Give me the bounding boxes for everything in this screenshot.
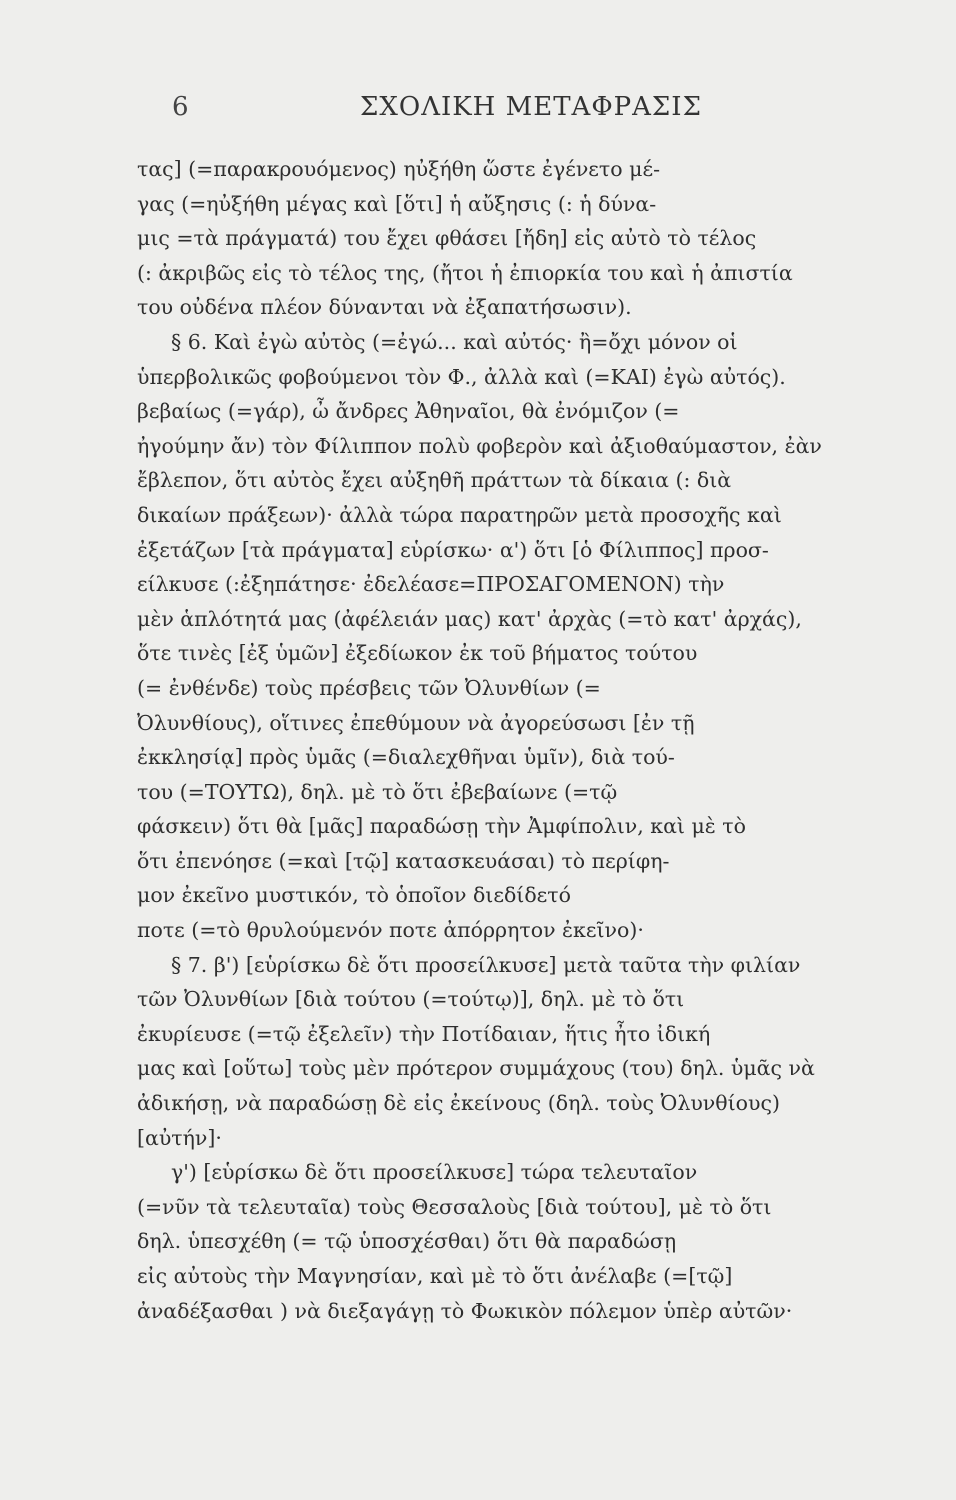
text-line: Ὀλυνθίους), οἵτινες ἐπεθύμουν νὰ ἀγορεύσωσι [ἐν τῇ (137, 710, 695, 735)
text-line: φάσκειν) ὅτι θὰ [μᾶς] παραδώσῃ τὴν Ἀμφίπολιν, καὶ μὲ τὸ (137, 814, 746, 839)
text-line: § 6. Καὶ ἐγὼ αὐτὸς (=ἐγώ... καὶ αὐτός· ἢ=ὄχι μόνον οἱ (171, 329, 738, 354)
running-title: ΣΧΟΛΙΚΗ ΜΕΤΑΦΡΑΣΙΣ (360, 92, 702, 122)
text-line: ἐξετάζων [τὰ πράγματα] εὑρίσκω· α') ὅτι [ὁ Φίλιππος] προσ- (137, 537, 769, 562)
body-text (137, 152, 860, 1328)
text-line: του οὐδένα πλέον δύνανται νὰ ἐξαπατήσωσιν). (137, 295, 632, 320)
text-line: (= ἐνθένδε) τοὺς πρέσβεις τῶν Ὀλυνθίων (= (137, 675, 601, 700)
text-line: ἀναδέξασθαι ) νὰ διεξαγάγῃ τὸ Φωκικὸν πόλεμον ὑπὲρ αὐτῶν· (137, 1298, 793, 1323)
text-line: ἐκκλησίᾳ] πρὸς ὑμᾶς (=διαλεχθῆναι ὑμῖν), διὰ τού- (137, 745, 675, 770)
text-line: μις =τὰ πράγματά) του ἔχει φθάσει [ἤδη] εἰς αὐτὸ τὸ τέλος (137, 226, 757, 251)
text-line: μὲν ἁπλότητά μας (ἀφέλειάν μας) κατ' ἀρχὰς (=τὸ κατ' ἀρχάς), (137, 606, 802, 631)
text-line: (=νῦν τὰ τελευταῖα) τοὺς Θεσσαλοὺς [διὰ τούτου], μὲ τὸ ὅτι (137, 1194, 772, 1219)
text-line: τας] (=παρακρουόμενος) ηὐξήθη ὥστε ἐγένετο μέ- (137, 157, 660, 181)
text-line: (: ἀκριβῶς εἰς τὸ τέλος της, (ἤτοι ἡ ἐπιορκία του καὶ ἡ ἀπιστία (137, 260, 793, 285)
text-line: § 7. β') [εὑρίσκω δὲ ὅτι προσείλκυσε] μετὰ ταῦτα τὴν φιλίαν (171, 952, 801, 977)
text-line: ἠγούμην ἄν) τὸν Φίλιππον πολὺ φοβερὸν καὶ ἀξιοθαύμαστον, ἐὰν (137, 433, 822, 458)
text-line: είλκυσε (:ἐξηπάτησε· ἐδελέασε=ΠΡΟΣΑΓΟΜΕΝΟΝ) τὴν (137, 572, 725, 597)
text-line: δικαίων πράξεων)· ἀλλὰ τώρα παρατηρῶν μετὰ προσοχῆς καὶ (137, 502, 782, 527)
text-line: ἔβλεπον, ὅτι αὐτὸς ἔχει αὐξηθῆ πράττων τὰ δίκαια (: διὰ (137, 468, 732, 493)
page-header (0, 92, 956, 132)
text-line: ἀδικήσῃ, νὰ παραδώσῃ δὲ εἰς ἐκείνους (δηλ. τοὺς Ὀλυνθίους) (137, 1091, 780, 1116)
text-line: μας καὶ [οὕτω] τοὺς μὲν πρότερον συμμάχους (του) δηλ. ὑμᾶς νὰ (137, 1056, 815, 1081)
text-line: ὑπερβολικῶς φοβούμενοι τὸν Φ., ἀλλὰ καὶ (=ΚΑΙ) ἐγὼ αὐτός). (137, 364, 786, 389)
text-line: ὅτι ἐπενόησε (=καὶ [τῷ] κατασκευάσαι) τὸ περίφη- (137, 848, 670, 873)
text-line: εἰς αὐτοὺς τὴν Μαγνησίαν, καὶ μὲ τὸ ὅτι ἀνέλαβε (=[τῷ] (137, 1264, 733, 1288)
text-line: γ') [εὑρίσκω δὲ ὅτι προσείλκυσε] τώρα τελευταῖον (171, 1160, 698, 1185)
text-line: του (=ΤΟΥΤΩ), δηλ. μὲ τὸ ὅτι ἐβεβαίωνε (=τῷ (137, 779, 618, 804)
text-line: ὅτε τινὲς [ἐξ ὑμῶν] ἐξεδίωκον ἐκ τοῦ βήματος τούτου (137, 641, 698, 666)
text-line: δηλ. ὑπεσχέθη (= τῷ ὑποσχέσθαι) ὅτι θὰ παραδώσῃ (137, 1229, 677, 1254)
text-line: ἐκυρίευσε (=τῷ ἐξελεῖν) τὴν Ποτίδαιαν, ἥτις ἦτο ἰδική (137, 1021, 711, 1046)
text-line: γας (=ηὐξήθη μέγας καὶ [ὅτι] ἡ αὔξησις (: ἡ δύνα- (137, 191, 657, 216)
text-line: μον ἐκεῖνο μυστικόν, τὸ ὁποῖον διεδίδετό (137, 883, 571, 908)
text-line: βεβαίως (=γάρ), ὦ ἄνδρες Ἀθηναῖοι, θὰ ἐνόμιζον (= (137, 399, 680, 424)
text-line: τῶν Ὀλυνθίων [διὰ τούτου (=τούτῳ)], δηλ. μὲ τὸ ὅτι (137, 987, 685, 1012)
text-line: ποτε (=τὸ θρυλούμενόν ποτε ἀπόρρητον ἐκεῖνο)· (137, 918, 644, 943)
text-line: [αὐτήν]· (137, 1125, 222, 1150)
page-number: 6 (172, 92, 189, 122)
